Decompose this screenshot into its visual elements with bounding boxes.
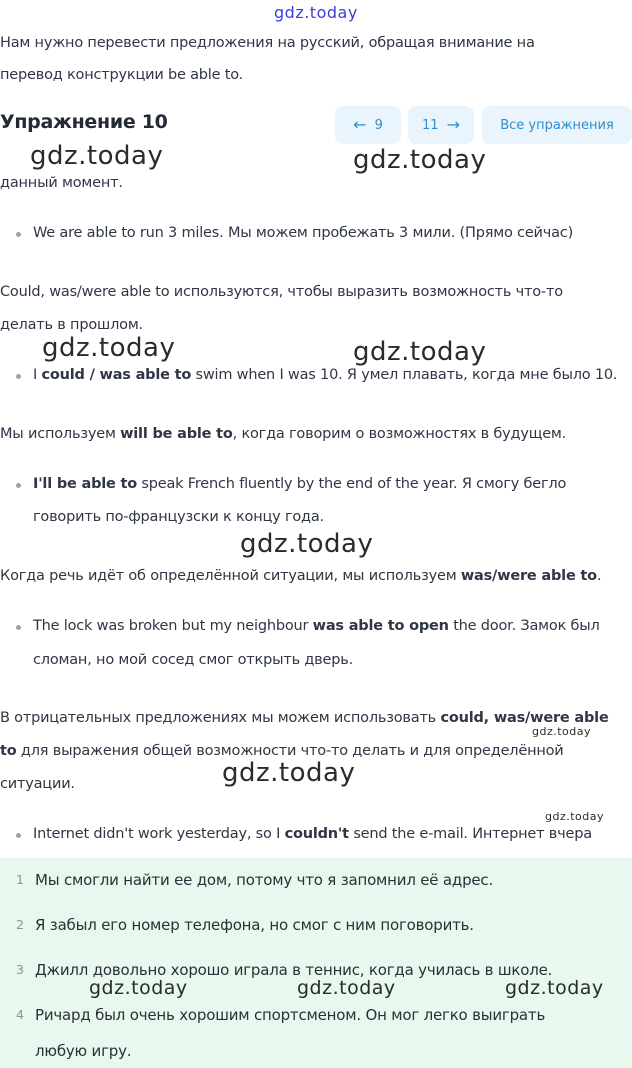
negative-pre: В отрицательных предложениях мы можем использовать: [0, 710, 441, 726]
answer-number: 2: [16, 917, 24, 932]
watermark: gdz.today: [353, 337, 487, 367]
will-post: , когда говорим о возможностях в будущем.: [232, 426, 567, 442]
bullet-dot: [16, 833, 21, 838]
bullet-dot: [16, 483, 21, 488]
arrow-right-icon: →: [446, 115, 460, 134]
bullet-2-post: swim when I was 10. Я умел плавать, когда мне было 10.: [191, 367, 618, 383]
watermark: gdz.today: [240, 529, 374, 559]
intro-line-2: перевод конструкции be able to.: [0, 67, 244, 83]
negative-line-1: [0, 701, 609, 735]
watermark: gdz.today: [30, 141, 164, 171]
bullet-5-post: send the e-mail. Интернет вчера: [348, 826, 592, 842]
answers-block: [0, 858, 632, 1068]
bullet-dot: [16, 625, 21, 630]
watermark: gdz.today: [297, 977, 396, 999]
bullet-2: [33, 358, 617, 392]
bullet-3: [33, 467, 566, 501]
all-exercises-button[interactable]: [482, 106, 632, 144]
bullet-4-pre: The lock was broken but my neighbour: [33, 618, 313, 634]
watermark: gdz.today: [89, 977, 188, 999]
bullet-5-bold: couldn't: [284, 826, 349, 842]
bullet-4: [33, 609, 600, 643]
answer-number: 4: [16, 1007, 24, 1022]
will-bold: will be able to: [120, 426, 233, 442]
answer-item: Я забыл его номер телефона, но смог с ним поговорить.: [35, 916, 474, 934]
next-exercise-button[interactable]: [408, 106, 474, 144]
watermark-small: gdz.today: [532, 725, 592, 738]
watermark-top: gdz.today: [274, 3, 358, 22]
answer-number: 3: [16, 962, 24, 977]
bullet-3-line-2: говорить по-французски к концу года.: [33, 509, 324, 525]
answer-item: Ричард был очень хорошим спортсменом. Он мог легко выиграть: [35, 1006, 546, 1024]
bullet-dot: [16, 374, 21, 379]
bullet-5-pre: Internet didn't work yesterday, so I: [33, 826, 285, 842]
answer-item: Джилл довольно хорошо играла в теннис, когда училась в школе.: [35, 961, 553, 979]
bullet-5: [33, 817, 592, 851]
moment-text: данный момент.: [0, 175, 123, 191]
answer-number: 1: [16, 872, 24, 887]
bullet-4-line-2: сломан, но мой сосед смог открыть дверь.: [33, 652, 353, 668]
intro-line-1: Нам нужно перевести предложения на русский, обращая внимание на: [0, 35, 535, 51]
will-pre: Мы используем: [0, 426, 121, 442]
bullet-4-bold: was able to open: [312, 618, 449, 634]
watermark: gdz.today: [222, 758, 356, 788]
prev-exercise-button[interactable]: [335, 106, 401, 144]
specific-bold: was/were able to: [460, 568, 597, 584]
will-paragraph: [0, 417, 566, 451]
exercise-title: Упражнение 10: [0, 111, 168, 133]
bullet-2-pre: I: [33, 367, 42, 383]
bullet-dot: [16, 232, 21, 237]
bullet-1: We are able to run 3 miles. Мы можем пробежать 3 мили. (Прямо сейчас): [33, 225, 574, 241]
negative-line-2-bold: to: [0, 743, 17, 759]
negative-bold: could, was/were able: [440, 710, 609, 726]
bullet-3-bold: I'll be able to: [33, 476, 137, 492]
prev-exercise-label: 9: [374, 117, 383, 133]
bullet-3-post: speak French fluently by the end of the year. Я смогу бегло: [137, 476, 567, 492]
specific-post: .: [596, 568, 602, 584]
answer-item: Мы смогли найти ее дом, потому что я запомнил её адрес.: [35, 871, 494, 889]
negative-line-2-post: для выражения общей возможности что-то делать и для определённой: [16, 743, 564, 759]
bullet-4-post: the door. Замок был: [448, 618, 600, 634]
watermark: gdz.today: [505, 977, 604, 999]
bullet-2-bold: could / was able to: [41, 367, 192, 383]
arrow-left-icon: ←: [353, 115, 367, 134]
negative-line-3: ситуации.: [0, 776, 75, 792]
specific-pre: Когда речь идёт об определённой ситуации, мы используем: [0, 568, 461, 584]
specific-paragraph: [0, 559, 601, 593]
could-line-1: Could, was/were able to используются, чтобы выразить возможность что-то: [0, 284, 563, 300]
next-exercise-label: 11: [422, 117, 439, 133]
answer-item-line-2: любую игру.: [35, 1042, 132, 1060]
watermark: gdz.today: [42, 333, 176, 363]
watermark-small: gdz.today: [545, 810, 605, 823]
could-line-2: делать в прошлом.: [0, 317, 143, 333]
watermark: gdz.today: [353, 145, 487, 175]
all-exercises-label: Все упражнения: [500, 117, 614, 133]
